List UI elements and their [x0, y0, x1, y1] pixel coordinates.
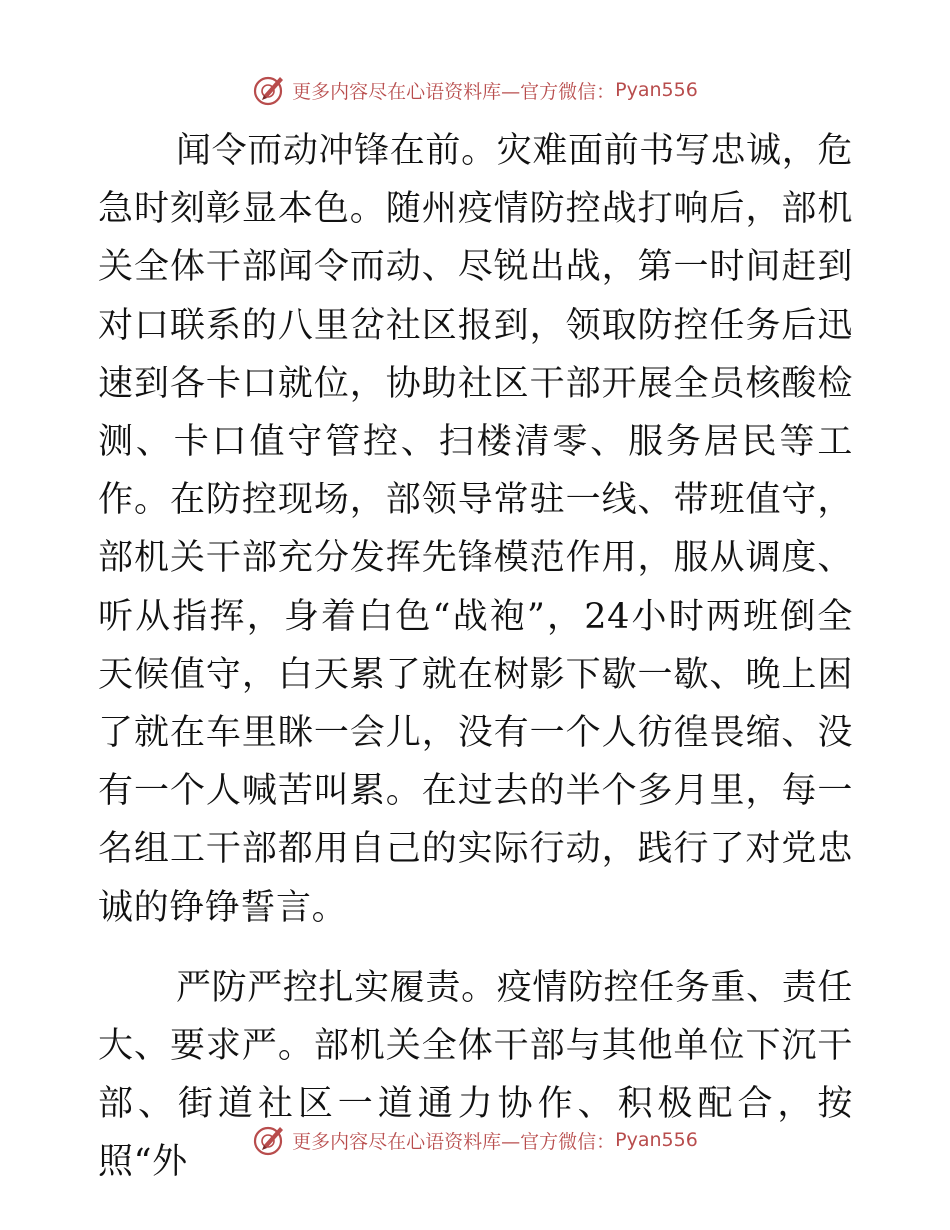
watermark-text: 更多内容尽在心语资料库—官方微信： [292, 80, 616, 103]
header-watermark [0, 71, 950, 109]
watermark-text: 更多内容尽在心语资料库—官方微信： [292, 1130, 616, 1153]
paragraph: 闻令而动冲锋在前。灾难面前书写忠诚，危急时刻彰显本色。随州疫情防控战打响后，部机关全体干部闻令而动、尽锐出战，第一时间赶到对口联系的八里岔社区报到，领取防控任务后迅速到各卡口就位，协助社区干部开展全员核酸检测、卡口值守管控、扫楼清零、服务居民等工作。在防控现场，部领导常驻一线、带班值守，部机关干部充分发挥先锋模范作用，服从调度、听从指挥，身着白色“战袍”，24小时两班倒全天候值守，白天累了就在树影下歇一歇、晚上困了就在车里眯一会儿，没有一个人彷徨畏缩、没有一个人喊苦叫累。在过去的半个多月里，每一名组工干部都用自己的实际行动，践行了对党忠诚的铮铮誓言。 [98, 131, 853, 928]
watermark-wechat-id: Pyan556 [615, 1129, 698, 1151]
document-body [98, 122, 853, 1192]
pen-logo-icon [252, 73, 286, 107]
paragraph: 严防严控扎实履责。疫情防控任务重、责任大、要求严。部机关全体干部与其他单位下沉干部、街道社区一道通力协作、积极配合，按照“外 [98, 967, 853, 1183]
watermark-wechat-id: Pyan556 [615, 79, 698, 101]
pen-logo-icon [252, 1123, 286, 1157]
footer-watermark [0, 1121, 950, 1159]
